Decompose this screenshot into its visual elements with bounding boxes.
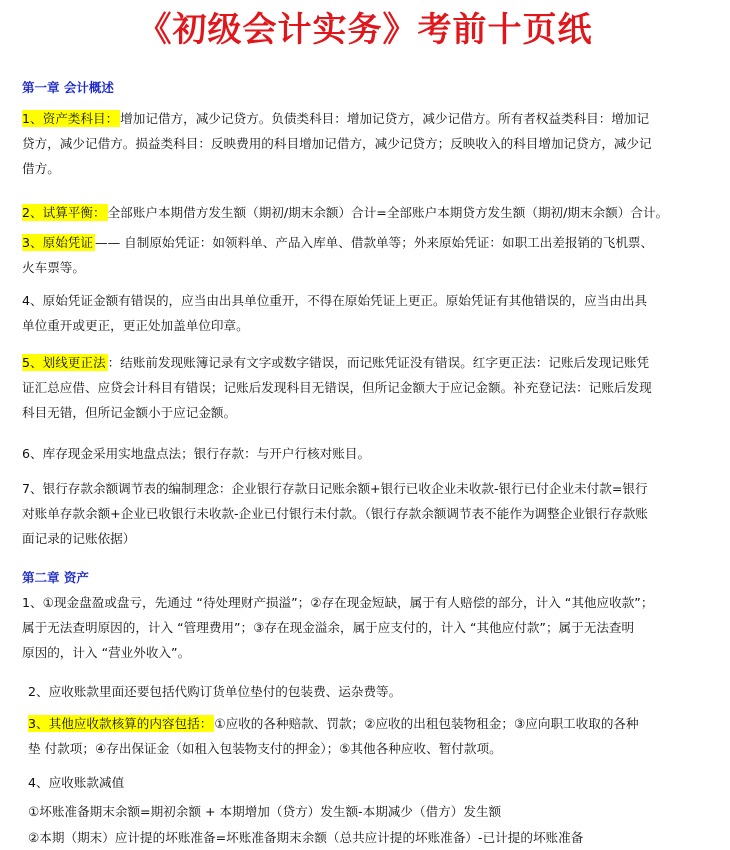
paragraph-text: 垫 付款项；④存出保证金（如租入包装物支付的押金）；⑤其他各种应收、暂付款项。 bbox=[28, 741, 502, 756]
paragraph-1-1 bbox=[22, 106, 722, 181]
paragraph-2-4 bbox=[28, 770, 722, 795]
paragraph-text: 对账单存款余额+企业已收银行未收款-企业已付银行未付款。（银行存款余额调节表不能作为调整企业银行存款账 bbox=[22, 506, 648, 521]
paragraph-text: 火车票等。 bbox=[22, 260, 85, 275]
paragraph-1-3 bbox=[22, 230, 722, 280]
paragraph-text: 证汇总应借、应贷会计科目有错误；记账后发现科目无错误，但所记金额大于应记金额。补充登记法：记账后发现 bbox=[22, 380, 652, 395]
paragraph-2-1 bbox=[22, 590, 722, 665]
paragraph-text: ①应收的各种赔款、罚款；②应收的出租包装物租金；③应向职工收取的各种 bbox=[214, 716, 639, 731]
paragraph-text: ②本期（期末）应计提的坏账准备=坏账准备期末余额（总共应计提的坏账准备）-已计提的坏账准备 bbox=[28, 830, 584, 845]
chapter-heading-2: 第二章 资产 bbox=[22, 570, 89, 585]
highlight-label: 2、试算平衡： bbox=[22, 205, 106, 220]
paragraph-2-3 bbox=[28, 711, 722, 761]
highlight-label: 3、原始凭证 bbox=[22, 235, 93, 250]
paragraph-text: 贷方，减少记借方。损益类科目：反映费用的科目增加记借方，减少记贷方；反映收入的科目增加记贷方，减少记 bbox=[22, 136, 652, 151]
paragraph-text: 全部账户本期借方发生额（期初/期末余额）合计=全部账户本期贷方发生额（期初/期末余额）合计。 bbox=[107, 205, 669, 220]
highlight-label: 3、其他应收款核算的内容包括： bbox=[28, 716, 213, 731]
document-title: 《初级会计实务》考前十页纸 bbox=[137, 10, 593, 50]
paragraph-1-7 bbox=[22, 476, 722, 551]
chapter-heading-1: 第一章 会计概述 bbox=[22, 80, 114, 95]
paragraph-1-5 bbox=[22, 350, 722, 425]
paragraph-text: ：结账前发现账簿记录有文字或数字错误，而记账凭证没有错误。红字更正法：记账后发现记账凭 bbox=[107, 355, 650, 370]
paragraph-text: 6、库存现金采用实地盘点法；银行存款：与开户行核对账目。 bbox=[22, 446, 371, 461]
paragraph-text: 属于无法查明原因的，计入 “管理费用”；③存在现金溢余，属于应支付的，计入 “其他应付款”；属于无法查明 bbox=[22, 620, 635, 635]
paragraph-text: ①坏账准备期末余额=期初余额 + 本期增加（贷方）发生额-本期减少（借方）发生额 bbox=[28, 804, 502, 819]
paragraph-text: 借方。 bbox=[22, 161, 60, 176]
paragraph-text: 面记录的记账依据） bbox=[22, 531, 136, 546]
paragraph-text: 1、①现金盘盈或盘亏，先通过 “待处理财产损溢”；②存在现金短缺，属于有人赔偿的部分，计入 “其他应收款”； bbox=[22, 595, 654, 610]
paragraph-1-4 bbox=[22, 288, 722, 338]
paragraph-text: 单位重开或更正，更正处加盖单位印章。 bbox=[22, 318, 249, 333]
paragraph-text: —— 自制原始凭证：如领料单、产品入库单、借款单等；外来原始凭证：如职工出差报销的飞机票、 bbox=[94, 235, 654, 250]
paragraph-text: 7、银行存款余额调节表的编制理念：企业银行存款日记账余额+银行已收企业未收款-银行已付企业未付款=银行 bbox=[22, 481, 648, 496]
paragraph-1-6 bbox=[22, 441, 722, 466]
paragraph-text: 增加记借方，减少记贷方。负债类科目：增加记贷方，减少记借方。所有者权益类科目：增加记 bbox=[120, 111, 650, 126]
paragraph-text: 原因的，计入 “营业外收入”。 bbox=[22, 645, 191, 660]
paragraph-1-2 bbox=[22, 200, 722, 225]
paragraph-text: 4、应收账款减值 bbox=[28, 775, 125, 790]
highlight-label: 5、划线更正法 bbox=[22, 355, 106, 370]
paragraph-text: 科目无错，但所记金额小于应记金额。 bbox=[22, 405, 237, 420]
highlight-label: 1、资产类科目： bbox=[22, 111, 119, 126]
paragraph-2-5 bbox=[28, 799, 722, 824]
paragraph-2-2 bbox=[28, 679, 722, 704]
paragraph-text: 4、原始凭证金额有错误的，应当由出具单位重开，不得在原始凭证上更正。原始凭证有其他错误的，应当由出具 bbox=[22, 293, 648, 308]
paragraph-2-6 bbox=[28, 825, 722, 850]
paragraph-text: 2、应收账款里面还要包括代购订货单位垫付的包装费、运杂费等。 bbox=[28, 684, 402, 699]
